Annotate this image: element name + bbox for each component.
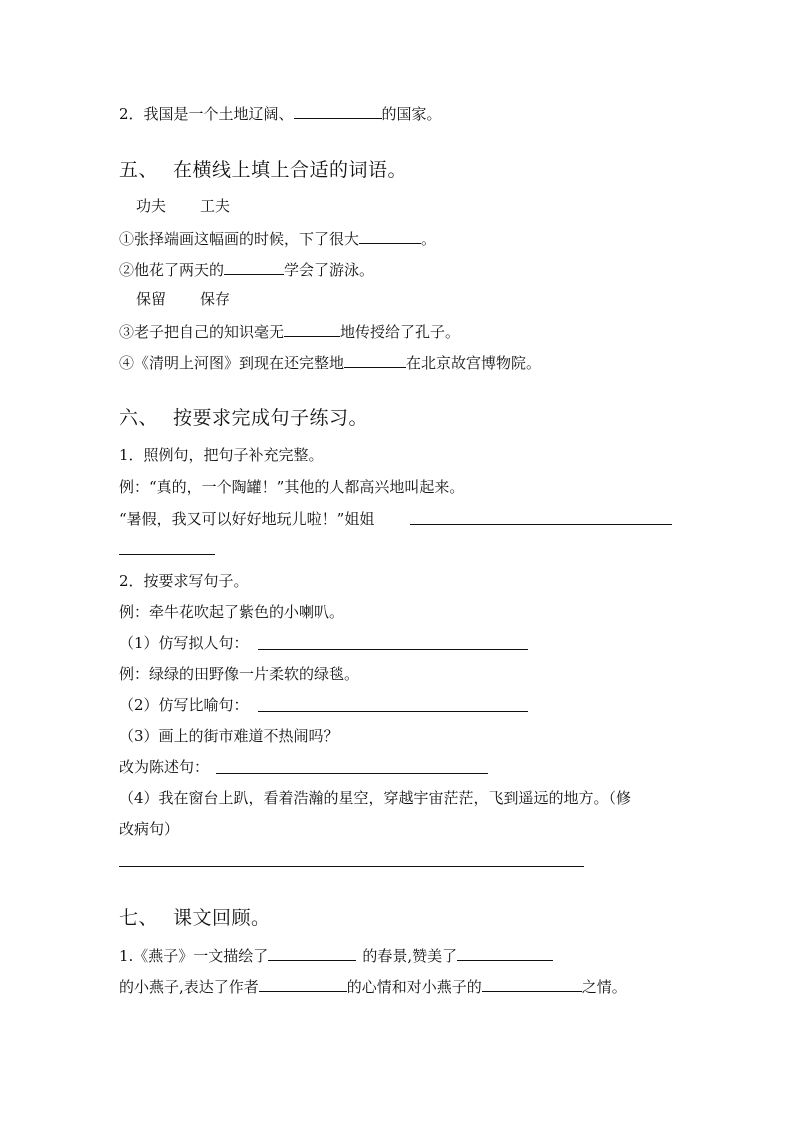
answer-blank[interactable] — [268, 944, 356, 961]
section7-line2 — [119, 975, 627, 997]
question-title: 1．照例句，把句子补充完整。 — [119, 446, 324, 464]
section5-item1 — [119, 227, 436, 249]
word-option: 功夫 — [136, 197, 167, 215]
sub-question: 改病句） — [119, 820, 180, 838]
section5-title: 在横线上填上合适的词语。 — [173, 159, 408, 181]
prompt-sentence: “暑假，我又可以好好地玩儿啦！”姐姐 — [119, 510, 375, 528]
section7-heading — [119, 906, 271, 930]
item-text: 学会了游泳。 — [284, 261, 375, 279]
section6-title: 按要求完成句子练习。 — [173, 407, 369, 429]
example-sentence: 例：牵牛花吹起了紫色的小喇叭。 — [119, 603, 345, 621]
answer-blank[interactable] — [294, 102, 382, 119]
word-choices-2 — [136, 289, 230, 309]
item-text: ②他花了两天的 — [119, 261, 225, 279]
word-option: 工夫 — [200, 197, 231, 215]
word-choices-1 — [136, 196, 230, 216]
item-text: ①张择端画这幅画的时候，下了很大 — [119, 230, 360, 248]
section7-number: 七、 — [119, 907, 159, 929]
example-sentence: 例：“真的，一个陶罐！”其他的人都高兴地叫起来。 — [119, 478, 465, 496]
section7-title: 课文回顾。 — [173, 907, 271, 929]
answer-blank[interactable] — [457, 944, 553, 961]
sub-question: （3）画上的街市难道不热闹吗？ — [119, 727, 339, 745]
answer-line[interactable] — [258, 649, 528, 650]
section5-item4 — [119, 351, 541, 373]
answer-blank[interactable] — [284, 320, 340, 337]
item-text: 之情。 — [581, 978, 627, 996]
answer-blank[interactable] — [359, 227, 421, 244]
item-text: 的春景,赞美了 — [362, 947, 458, 965]
answer-blank[interactable] — [482, 975, 582, 992]
answer-blank[interactable] — [259, 975, 347, 992]
answer-blank[interactable] — [224, 258, 284, 275]
sub-question: （1）仿写拟人句： — [119, 634, 249, 652]
item-text: 的心情和对小燕子的 — [346, 978, 482, 996]
section5-heading — [119, 158, 407, 182]
word-option: 保存 — [200, 290, 231, 308]
q2-line — [119, 102, 442, 124]
sub-question: 改为陈述句： — [119, 758, 210, 776]
item-text: ③老子把自己的知识毫无 — [119, 323, 285, 341]
answer-line[interactable] — [258, 711, 528, 712]
section5-number: 五、 — [119, 159, 159, 181]
item-text: 地传授给了孔子。 — [340, 323, 461, 341]
answer-line[interactable] — [119, 866, 584, 867]
sub-question: （4）我在窗台上趴，看着浩瀚的星空，穿越宇宙茫茫，飞到遥远的地方。（修 — [119, 789, 632, 807]
question-title: 2．按要求写句子。 — [119, 572, 249, 590]
answer-blank[interactable] — [344, 351, 406, 368]
section6-heading — [119, 406, 368, 430]
section5-item3 — [119, 320, 460, 342]
example-sentence: 例：绿绿的田野像一片柔软的绿毯。 — [119, 665, 360, 683]
section6-number: 六、 — [119, 407, 159, 429]
item-text: ④《清明上河图》到现在还完整地 — [119, 354, 345, 372]
section5-item2 — [119, 258, 374, 280]
item-text: 1.《燕子》一文描绘了 — [119, 947, 269, 965]
word-option: 保留 — [136, 290, 167, 308]
sub-question: （2）仿写比喻句： — [119, 696, 249, 714]
answer-line[interactable] — [119, 554, 215, 555]
item-text: 的小燕子,表达了作者 — [119, 978, 259, 996]
q2-line-prefix: 2．我国是一个土地辽阔、 — [119, 105, 294, 123]
answer-line[interactable] — [410, 524, 672, 525]
item-text: 。 — [421, 230, 437, 248]
answer-line[interactable] — [216, 773, 488, 774]
item-text: 在北京故宫博物院。 — [406, 354, 542, 372]
section7-line1 — [119, 944, 553, 966]
q2-line-suffix: 的国家。 — [381, 105, 442, 123]
